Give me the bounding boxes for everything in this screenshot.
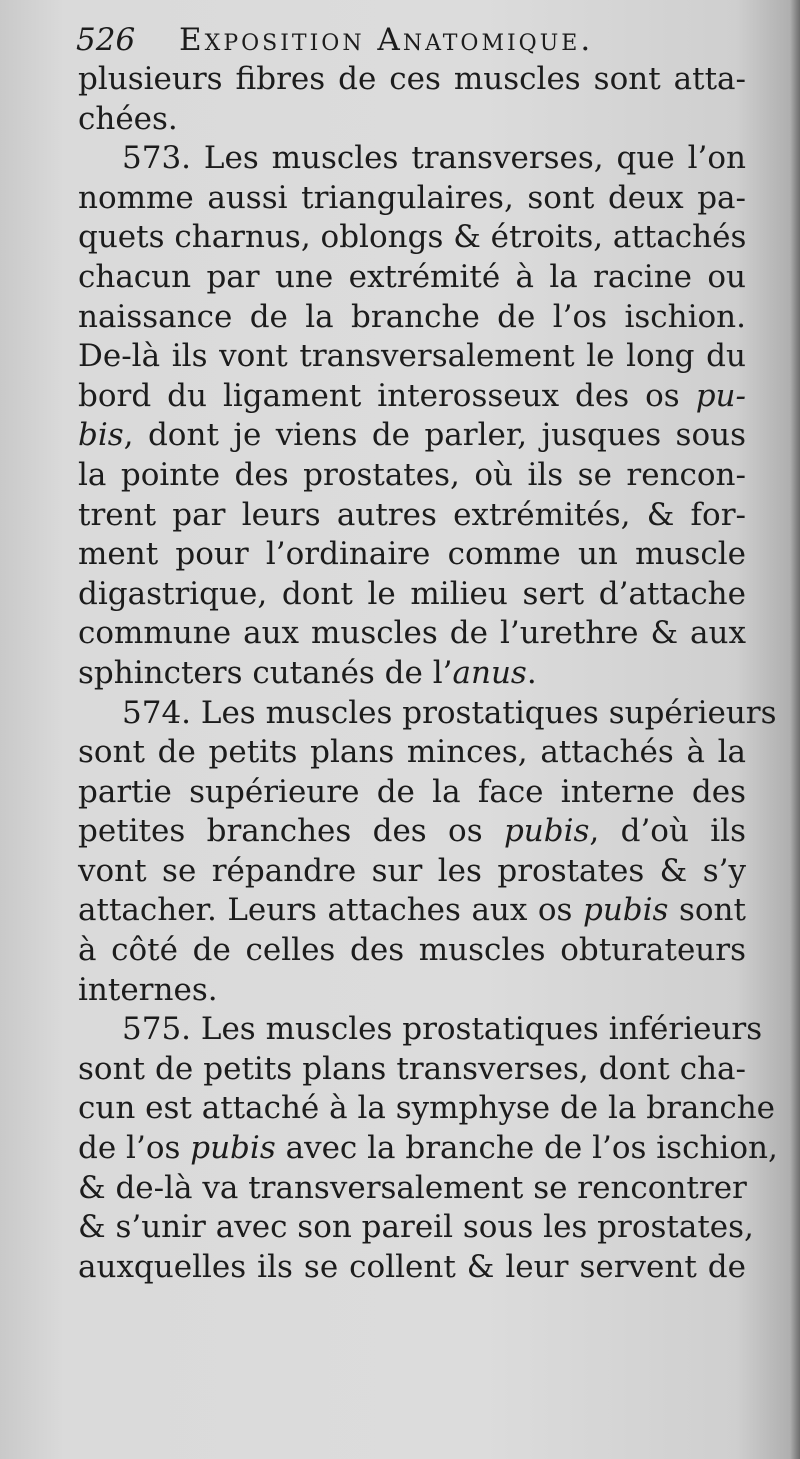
text-line: sphincters cutanés de l’anus. (78, 654, 537, 691)
text-line: la pointe des prostates, où ils se rencon- (78, 456, 746, 493)
text-line: ment pour l’ordinaire comme un muscle (78, 536, 746, 573)
text-line: vont se répandre sur les prostates & s’y (78, 852, 746, 889)
text-line: 574. Les muscles prostatiques supérieurs (122, 694, 777, 731)
text-line: 573. Les muscles transverses, que l’on (122, 140, 746, 177)
text-line: petites branches des os pubis, d’où ils (78, 813, 746, 850)
text-line: & s’unir avec son pareil sous les prostates, (78, 1209, 754, 1246)
text-line: nomme aussi triangulaires, sont deux pa- (78, 179, 746, 216)
page-gutter-shadow (790, 0, 800, 1459)
text-line: commune aux muscles de l’urethre & aux (78, 615, 746, 652)
text-line: internes. (78, 971, 218, 1008)
body-text (78, 60, 778, 1287)
text-line: digastrique, dont le milieu sert d’attache (78, 575, 746, 612)
text-line: attacher. Leurs attaches aux os pubis sont (78, 892, 746, 929)
text-line: trent par leurs autres extrémités, & for- (78, 496, 746, 533)
text-line: De-là ils vont transversalement le long du (78, 338, 746, 375)
text-line: chées. (78, 100, 178, 137)
page-number: 526 (76, 22, 136, 58)
text-line: plusieurs fibres de ces muscles sont atta- (78, 61, 746, 97)
text-line: cun est attaché à la symphyse de la branche (78, 1090, 776, 1127)
text-line: auxquelles ils se collent & leur servent de (78, 1248, 746, 1285)
running-title: Exposition Anatomique. (179, 22, 594, 58)
text-line: de l’os pubis avec la branche de l’os ischion, (78, 1130, 778, 1167)
text-line: bord du ligament interosseux des os pu- (78, 377, 746, 414)
running-header (76, 18, 756, 62)
text-line: naissance de la branche de l’os ischion. (78, 298, 746, 335)
text-line: 575. Les muscles prostatiques inférieurs (122, 1011, 763, 1048)
text-line: sont de petits plans minces, attachés à la (78, 734, 746, 771)
text-line: partie supérieure de la face interne des (78, 773, 746, 810)
text-line: quets charnus, oblongs & étroits, attachés (78, 219, 747, 256)
text-line: bis, dont je viens de parler, jusques sous (78, 417, 746, 454)
text-line: à côté de celles des muscles obturateurs (78, 932, 746, 969)
text-line: & de-là va transversalement se rencontrer (78, 1169, 747, 1206)
text-line: sont de petits plans transverses, dont cha- (78, 1050, 746, 1087)
text-line: chacun par une extrémité à la racine ou (78, 258, 746, 295)
